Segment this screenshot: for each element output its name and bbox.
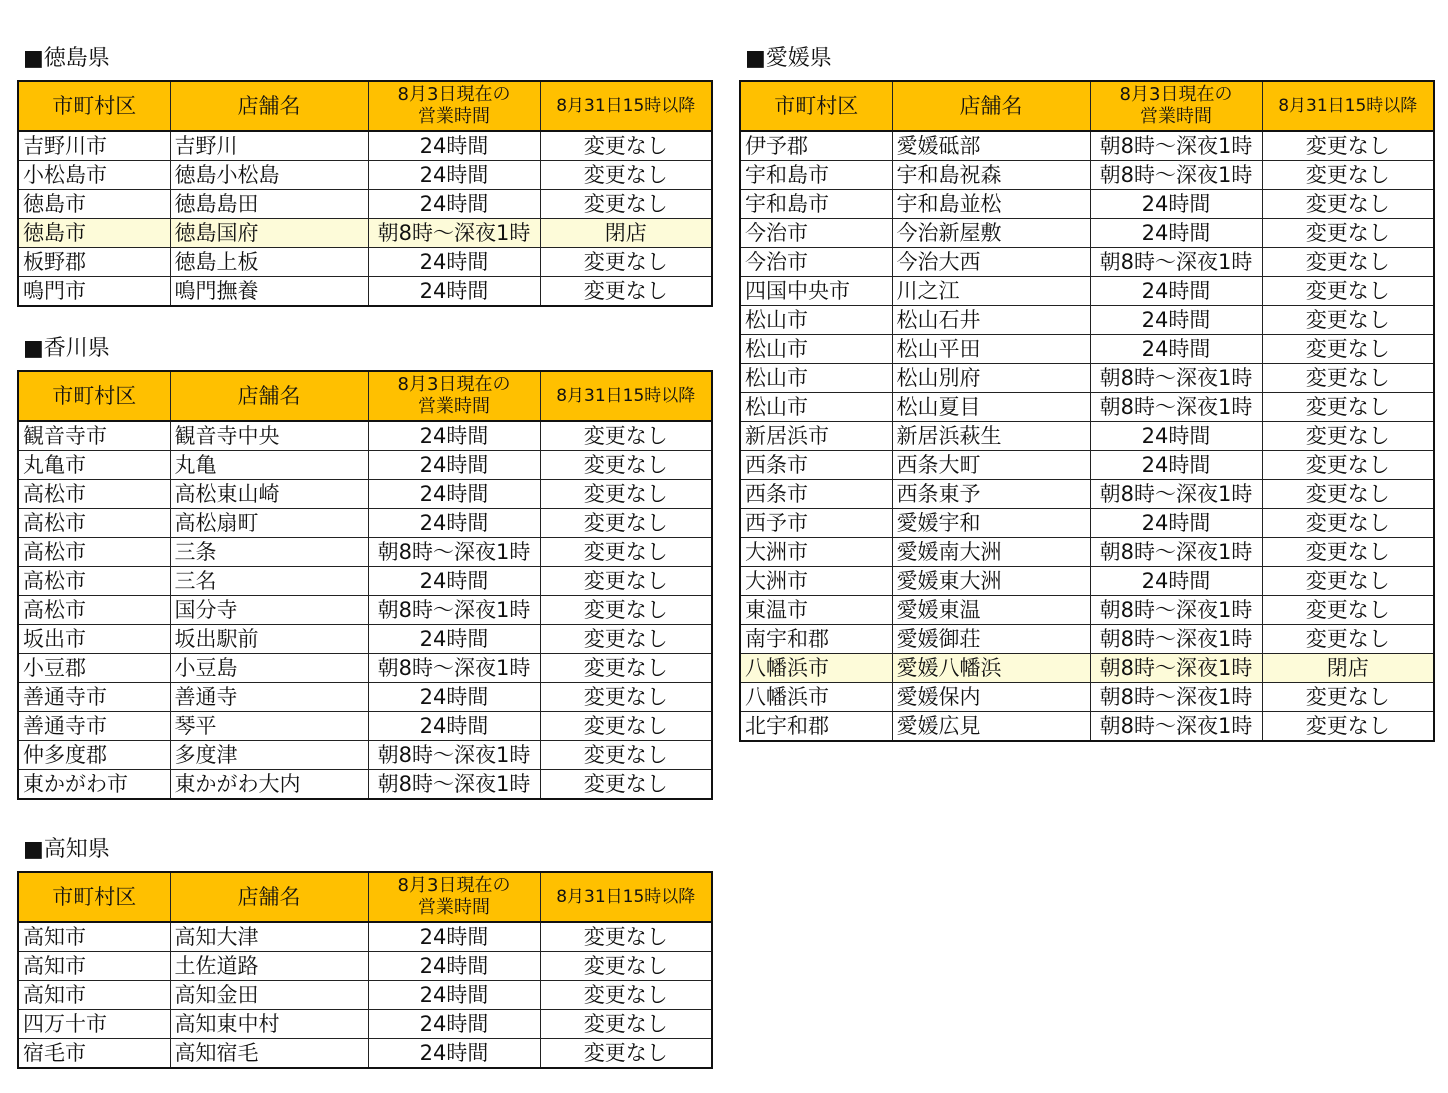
- status-cell: 変更なし: [540, 654, 712, 683]
- header-hours-line2: 営業時間: [1140, 106, 1212, 127]
- header-after: 8月31日15時以降: [540, 872, 712, 922]
- table-row: [740, 451, 1434, 480]
- store-cell: 今治新屋敷: [892, 219, 1090, 248]
- table-body: [18, 922, 712, 1068]
- city-cell: 徳島市: [18, 219, 170, 248]
- city-cell: 高松市: [18, 538, 170, 567]
- city-cell: 善通寺市: [18, 712, 170, 741]
- hours-cell: 24時間: [368, 981, 540, 1010]
- table-row: [18, 712, 712, 741]
- status-cell: 変更なし: [540, 596, 712, 625]
- table-row: [18, 480, 712, 509]
- store-cell: 土佐道路: [170, 952, 368, 981]
- table-row: [18, 625, 712, 654]
- header-city: 市町村区: [18, 371, 170, 421]
- city-cell: 四国中央市: [740, 277, 892, 306]
- hours-cell: 24時間: [368, 1010, 540, 1039]
- header-hours-line2: 営業時間: [418, 106, 490, 127]
- table-row: [18, 161, 712, 190]
- city-cell: 坂出市: [18, 625, 170, 654]
- table-row: [740, 190, 1434, 219]
- store-table: [17, 871, 713, 1069]
- city-cell: 松山市: [740, 335, 892, 364]
- city-cell: 新居浜市: [740, 422, 892, 451]
- store-cell: 高松東山崎: [170, 480, 368, 509]
- status-cell: 変更なし: [540, 770, 712, 800]
- store-cell: 宇和島並松: [892, 190, 1090, 219]
- table-row: [18, 596, 712, 625]
- store-cell: 徳島国府: [170, 219, 368, 248]
- store-cell: 西条東予: [892, 480, 1090, 509]
- status-cell: 閉店: [1262, 654, 1434, 683]
- header-city: 市町村区: [740, 81, 892, 131]
- hours-cell: 朝8時～深夜1時: [1090, 393, 1262, 422]
- status-cell: 変更なし: [540, 712, 712, 741]
- header-store: 店舗名: [892, 81, 1090, 131]
- status-cell: 変更なし: [540, 248, 712, 277]
- store-cell: 観音寺中央: [170, 421, 368, 451]
- table-row: [740, 131, 1434, 161]
- store-cell: 松山平田: [892, 335, 1090, 364]
- header-hours-line1: 8月3日現在の: [397, 84, 511, 105]
- table-row: [18, 451, 712, 480]
- hours-cell: 24時間: [368, 712, 540, 741]
- store-table: [739, 80, 1435, 742]
- hours-cell: 朝8時～深夜1時: [1090, 248, 1262, 277]
- store-cell: 高知金田: [170, 981, 368, 1010]
- status-cell: 変更なし: [1262, 538, 1434, 567]
- table-row: [18, 770, 712, 800]
- store-cell: 愛媛広見: [892, 712, 1090, 742]
- city-cell: 観音寺市: [18, 421, 170, 451]
- table-row: [18, 922, 712, 952]
- city-cell: 吉野川市: [18, 131, 170, 161]
- store-cell: 坂出駅前: [170, 625, 368, 654]
- status-cell: 変更なし: [540, 480, 712, 509]
- hours-cell: 24時間: [368, 480, 540, 509]
- table-row: [740, 161, 1434, 190]
- status-cell: 変更なし: [540, 131, 712, 161]
- city-cell: 松山市: [740, 393, 892, 422]
- status-cell: 変更なし: [540, 625, 712, 654]
- table-row: [740, 422, 1434, 451]
- store-cell: 三名: [170, 567, 368, 596]
- status-cell: 変更なし: [1262, 393, 1434, 422]
- status-cell: 変更なし: [1262, 219, 1434, 248]
- city-cell: 仲多度郡: [18, 741, 170, 770]
- status-cell: 変更なし: [1262, 335, 1434, 364]
- status-cell: 変更なし: [1262, 131, 1434, 161]
- table-row: [740, 654, 1434, 683]
- hours-cell: 朝8時～深夜1時: [368, 219, 540, 248]
- table-row: [740, 625, 1434, 654]
- store-cell: 愛媛東温: [892, 596, 1090, 625]
- ehime-section: [739, 46, 1435, 742]
- header-row: [18, 872, 712, 922]
- status-cell: 変更なし: [1262, 248, 1434, 277]
- header-city: 市町村区: [18, 872, 170, 922]
- table-row: [740, 248, 1434, 277]
- hours-cell: 24時間: [368, 1039, 540, 1069]
- table-row: [18, 219, 712, 248]
- tokushima-section: [17, 46, 713, 307]
- table-row: [18, 683, 712, 712]
- store-cell: 新居浜萩生: [892, 422, 1090, 451]
- status-cell: 変更なし: [1262, 451, 1434, 480]
- store-cell: 松山石井: [892, 306, 1090, 335]
- store-cell: 丸亀: [170, 451, 368, 480]
- table-body: [18, 131, 712, 306]
- hours-cell: 24時間: [368, 952, 540, 981]
- header-store: 店舗名: [170, 371, 368, 421]
- status-cell: 変更なし: [1262, 683, 1434, 712]
- hours-cell: 24時間: [368, 131, 540, 161]
- store-cell: 愛媛八幡浜: [892, 654, 1090, 683]
- hours-cell: 24時間: [368, 190, 540, 219]
- status-cell: 変更なし: [1262, 596, 1434, 625]
- status-cell: 変更なし: [1262, 567, 1434, 596]
- hours-cell: 24時間: [1090, 567, 1262, 596]
- kagawa-section: [17, 336, 713, 800]
- header-row: [18, 371, 712, 421]
- header-hours: [368, 872, 540, 922]
- table-row: [740, 393, 1434, 422]
- city-cell: 大洲市: [740, 538, 892, 567]
- status-cell: 変更なし: [540, 567, 712, 596]
- table-row: [740, 538, 1434, 567]
- status-cell: 変更なし: [540, 1039, 712, 1069]
- store-cell: 善通寺: [170, 683, 368, 712]
- status-cell: 変更なし: [1262, 161, 1434, 190]
- city-cell: 高松市: [18, 480, 170, 509]
- hours-cell: 朝8時～深夜1時: [1090, 364, 1262, 393]
- store-cell: 愛媛東大洲: [892, 567, 1090, 596]
- hours-cell: 朝8時～深夜1時: [368, 741, 540, 770]
- store-cell: 鳴門撫養: [170, 277, 368, 307]
- header-hours: [1090, 81, 1262, 131]
- table-row: [18, 421, 712, 451]
- city-cell: 小松島市: [18, 161, 170, 190]
- store-cell: 愛媛宇和: [892, 509, 1090, 538]
- store-cell: 多度津: [170, 741, 368, 770]
- table-row: [740, 364, 1434, 393]
- hours-cell: 24時間: [368, 161, 540, 190]
- table-body: [18, 421, 712, 799]
- hours-cell: 24時間: [1090, 422, 1262, 451]
- hours-cell: 朝8時～深夜1時: [1090, 625, 1262, 654]
- hours-cell: 朝8時～深夜1時: [1090, 480, 1262, 509]
- store-cell: 愛媛砥部: [892, 131, 1090, 161]
- table-row: [740, 712, 1434, 742]
- hours-cell: 朝8時～深夜1時: [1090, 596, 1262, 625]
- city-cell: 東温市: [740, 596, 892, 625]
- table-row: [18, 248, 712, 277]
- city-cell: 伊予郡: [740, 131, 892, 161]
- city-cell: 東かがわ市: [18, 770, 170, 800]
- city-cell: 八幡浜市: [740, 683, 892, 712]
- table-row: [18, 952, 712, 981]
- hours-cell: 24時間: [368, 248, 540, 277]
- store-cell: 琴平: [170, 712, 368, 741]
- hours-cell: 24時間: [1090, 509, 1262, 538]
- status-cell: 変更なし: [1262, 277, 1434, 306]
- hours-cell: 朝8時～深夜1時: [1090, 161, 1262, 190]
- hours-cell: 24時間: [1090, 451, 1262, 480]
- table-row: [740, 335, 1434, 364]
- header-hours-line2: 営業時間: [418, 396, 490, 417]
- store-cell: 愛媛南大洲: [892, 538, 1090, 567]
- table-row: [740, 306, 1434, 335]
- store-cell: 国分寺: [170, 596, 368, 625]
- status-cell: 変更なし: [540, 161, 712, 190]
- store-cell: 松山夏目: [892, 393, 1090, 422]
- status-cell: 変更なし: [540, 952, 712, 981]
- header-hours-line1: 8月3日現在の: [397, 875, 511, 896]
- store-table: [17, 80, 713, 307]
- header-hours-line1: 8月3日現在の: [397, 374, 511, 395]
- city-cell: 北宇和郡: [740, 712, 892, 742]
- hours-cell: 朝8時～深夜1時: [368, 770, 540, 800]
- header-after: 8月31日15時以降: [540, 81, 712, 131]
- hours-cell: 24時間: [1090, 335, 1262, 364]
- hours-cell: 24時間: [368, 421, 540, 451]
- hours-cell: 朝8時～深夜1時: [368, 596, 540, 625]
- section-title: ■愛媛県: [745, 46, 832, 71]
- city-cell: 西予市: [740, 509, 892, 538]
- section-title: ■高知県: [23, 837, 110, 862]
- table-row: [740, 509, 1434, 538]
- hours-cell: 朝8時～深夜1時: [1090, 131, 1262, 161]
- status-cell: 変更なし: [540, 509, 712, 538]
- city-cell: 板野郡: [18, 248, 170, 277]
- status-cell: 変更なし: [540, 190, 712, 219]
- hours-cell: 24時間: [368, 625, 540, 654]
- hours-cell: 24時間: [1090, 219, 1262, 248]
- hours-cell: 24時間: [368, 922, 540, 952]
- city-cell: 高知市: [18, 952, 170, 981]
- table-row: [740, 596, 1434, 625]
- table-row: [18, 654, 712, 683]
- status-cell: 変更なし: [1262, 364, 1434, 393]
- hours-cell: 朝8時～深夜1時: [368, 538, 540, 567]
- status-cell: 変更なし: [540, 1010, 712, 1039]
- status-cell: 変更なし: [1262, 422, 1434, 451]
- table-row: [18, 509, 712, 538]
- status-cell: 変更なし: [1262, 712, 1434, 742]
- hours-cell: 朝8時～深夜1時: [1090, 683, 1262, 712]
- store-cell: 高知大津: [170, 922, 368, 952]
- header-hours: [368, 371, 540, 421]
- table-row: [18, 741, 712, 770]
- header-after: 8月31日15時以降: [1262, 81, 1434, 131]
- city-cell: 鳴門市: [18, 277, 170, 307]
- city-cell: 松山市: [740, 364, 892, 393]
- city-cell: 丸亀市: [18, 451, 170, 480]
- status-cell: 変更なし: [540, 981, 712, 1010]
- header-hours-line2: 営業時間: [418, 897, 490, 918]
- city-cell: 松山市: [740, 306, 892, 335]
- hours-cell: 24時間: [368, 277, 540, 307]
- hours-cell: 24時間: [368, 683, 540, 712]
- status-cell: 変更なし: [1262, 509, 1434, 538]
- store-cell: 徳島小松島: [170, 161, 368, 190]
- table-row: [18, 567, 712, 596]
- city-cell: 四万十市: [18, 1010, 170, 1039]
- city-cell: 今治市: [740, 219, 892, 248]
- city-cell: 今治市: [740, 248, 892, 277]
- status-cell: 変更なし: [540, 451, 712, 480]
- city-cell: 高知市: [18, 922, 170, 952]
- hours-cell: 朝8時～深夜1時: [368, 654, 540, 683]
- header-store: 店舗名: [170, 872, 368, 922]
- table-row: [740, 567, 1434, 596]
- hours-cell: 朝8時～深夜1時: [1090, 712, 1262, 742]
- city-cell: 高松市: [18, 567, 170, 596]
- table-row: [18, 538, 712, 567]
- table-row: [18, 277, 712, 307]
- city-cell: 高松市: [18, 596, 170, 625]
- section-title: ■徳島県: [23, 46, 110, 71]
- hours-cell: 24時間: [368, 567, 540, 596]
- table-body: [740, 131, 1434, 741]
- hours-cell: 朝8時～深夜1時: [1090, 654, 1262, 683]
- store-cell: 愛媛保内: [892, 683, 1090, 712]
- status-cell: 閉店: [540, 219, 712, 248]
- city-cell: 善通寺市: [18, 683, 170, 712]
- city-cell: 八幡浜市: [740, 654, 892, 683]
- status-cell: 変更なし: [1262, 190, 1434, 219]
- hours-cell: 24時間: [1090, 190, 1262, 219]
- hours-cell: 24時間: [368, 451, 540, 480]
- city-cell: 大洲市: [740, 567, 892, 596]
- header-store: 店舗名: [170, 81, 368, 131]
- store-cell: 徳島上板: [170, 248, 368, 277]
- table-row: [18, 190, 712, 219]
- status-cell: 変更なし: [1262, 625, 1434, 654]
- status-cell: 変更なし: [1262, 480, 1434, 509]
- header-row: [740, 81, 1434, 131]
- header-city: 市町村区: [18, 81, 170, 131]
- store-cell: 川之江: [892, 277, 1090, 306]
- hours-cell: 朝8時～深夜1時: [1090, 538, 1262, 567]
- header-hours-line1: 8月3日現在の: [1119, 84, 1233, 105]
- table-row: [740, 219, 1434, 248]
- store-cell: 愛媛御荘: [892, 625, 1090, 654]
- store-cell: 高知東中村: [170, 1010, 368, 1039]
- hours-cell: 24時間: [368, 509, 540, 538]
- city-cell: 西条市: [740, 480, 892, 509]
- status-cell: 変更なし: [540, 922, 712, 952]
- hours-cell: 24時間: [1090, 306, 1262, 335]
- store-cell: 西条大町: [892, 451, 1090, 480]
- city-cell: 高知市: [18, 981, 170, 1010]
- store-cell: 小豆島: [170, 654, 368, 683]
- city-cell: 徳島市: [18, 190, 170, 219]
- city-cell: 宿毛市: [18, 1039, 170, 1069]
- table-row: [18, 981, 712, 1010]
- city-cell: 西条市: [740, 451, 892, 480]
- store-cell: 高松扇町: [170, 509, 368, 538]
- store-cell: 東かがわ大内: [170, 770, 368, 800]
- store-cell: 三条: [170, 538, 368, 567]
- store-cell: 高知宿毛: [170, 1039, 368, 1069]
- city-cell: 南宇和郡: [740, 625, 892, 654]
- table-row: [18, 1039, 712, 1069]
- city-cell: 高松市: [18, 509, 170, 538]
- store-cell: 徳島島田: [170, 190, 368, 219]
- kochi-section: [17, 837, 713, 1069]
- status-cell: 変更なし: [540, 683, 712, 712]
- city-cell: 宇和島市: [740, 161, 892, 190]
- status-cell: 変更なし: [540, 421, 712, 451]
- header-hours: [368, 81, 540, 131]
- store-cell: 今治大西: [892, 248, 1090, 277]
- table-row: [18, 131, 712, 161]
- store-cell: 吉野川: [170, 131, 368, 161]
- status-cell: 変更なし: [540, 277, 712, 307]
- status-cell: 変更なし: [1262, 306, 1434, 335]
- store-table: [17, 370, 713, 800]
- section-title: ■香川県: [23, 336, 110, 361]
- header-after: 8月31日15時以降: [540, 371, 712, 421]
- status-cell: 変更なし: [540, 741, 712, 770]
- store-cell: 宇和島祝森: [892, 161, 1090, 190]
- table-row: [740, 277, 1434, 306]
- store-cell: 松山別府: [892, 364, 1090, 393]
- city-cell: 宇和島市: [740, 190, 892, 219]
- hours-cell: 24時間: [1090, 277, 1262, 306]
- table-row: [740, 683, 1434, 712]
- table-row: [740, 480, 1434, 509]
- table-row: [18, 1010, 712, 1039]
- header-row: [18, 81, 712, 131]
- status-cell: 変更なし: [540, 538, 712, 567]
- city-cell: 小豆郡: [18, 654, 170, 683]
